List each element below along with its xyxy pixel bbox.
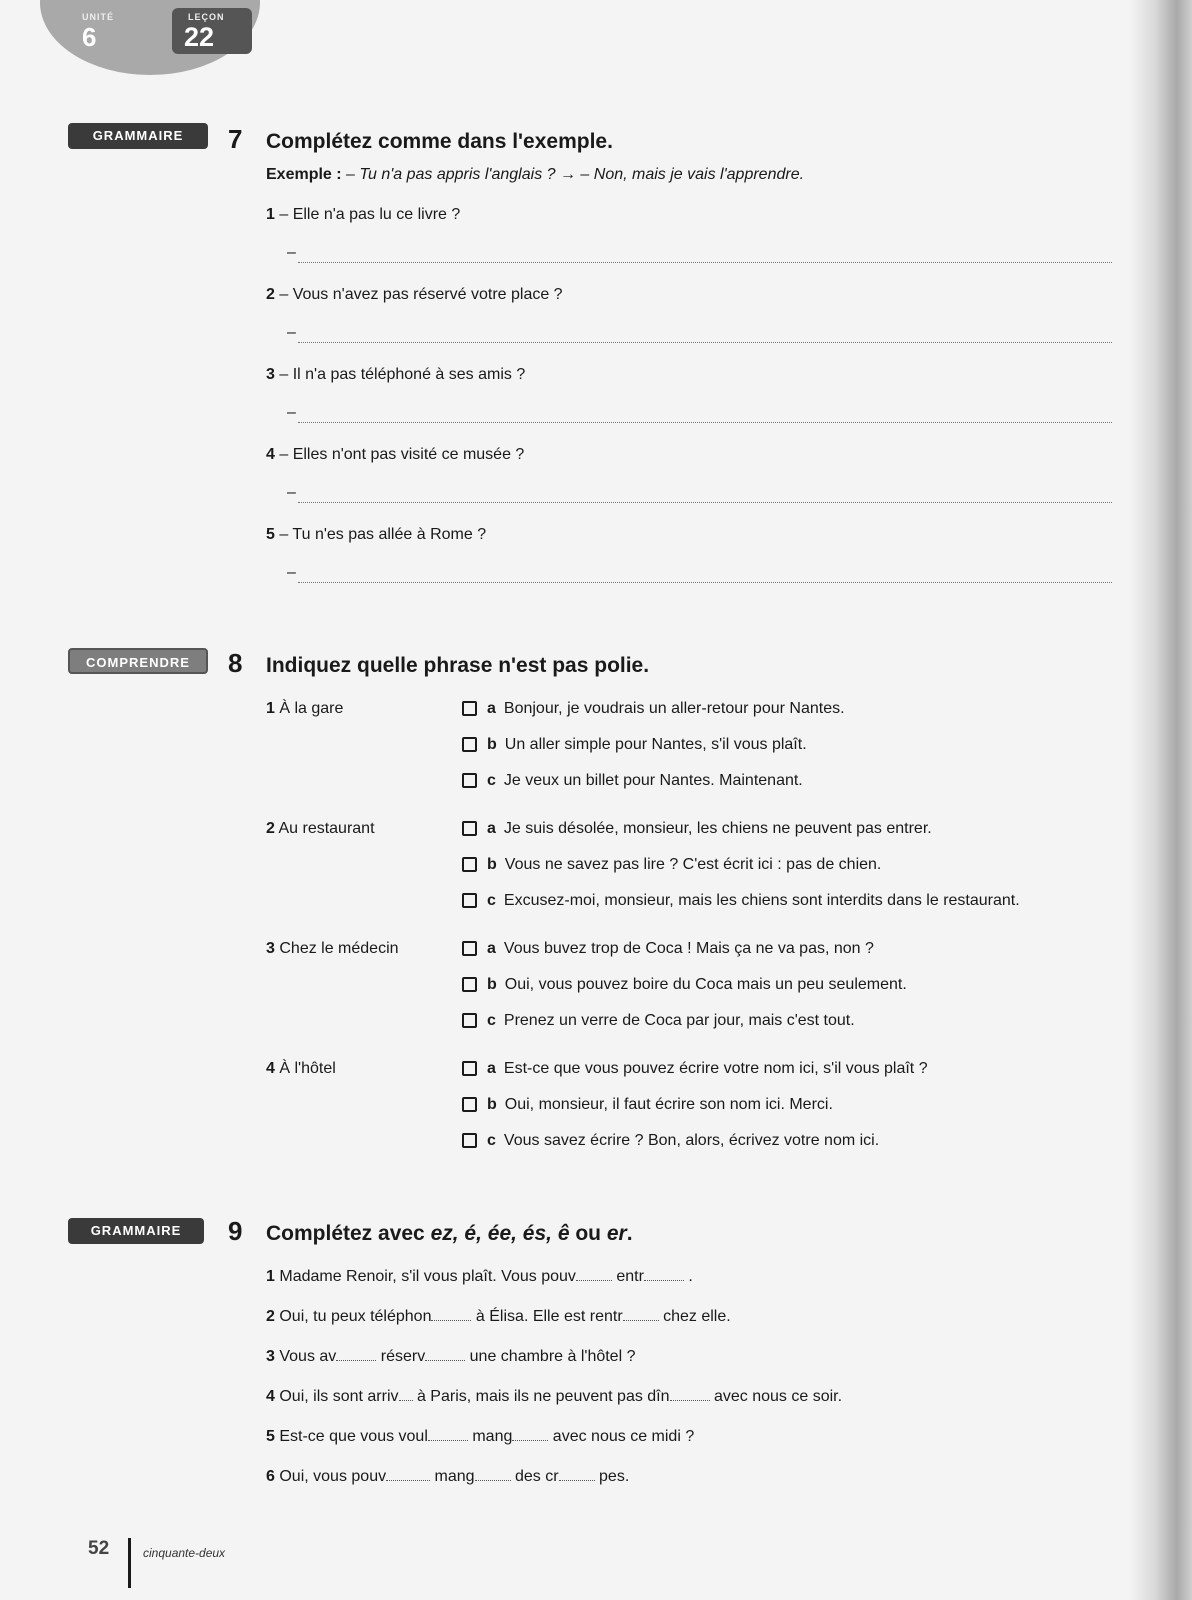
option-checkbox[interactable] xyxy=(462,701,477,716)
item-text-part: mang xyxy=(430,1468,475,1485)
fill-blank[interactable] xyxy=(576,1268,612,1281)
option-row[interactable] xyxy=(462,1096,833,1120)
fill-blank[interactable] xyxy=(644,1268,684,1281)
option-letter: a xyxy=(487,820,496,837)
item-text: – Tu n'es pas allée à Rome ? xyxy=(279,526,487,543)
option-checkbox[interactable] xyxy=(462,1013,477,1028)
exercise-7-item xyxy=(266,286,563,304)
question-place-text: Au restaurant xyxy=(278,820,375,837)
exercise-9-item xyxy=(266,1308,731,1326)
option-text: Je veux un billet pour Nantes. Maintenant. xyxy=(503,772,803,789)
option-letter: a xyxy=(487,1060,496,1077)
option-letter: b xyxy=(487,976,497,993)
item-number: 2 xyxy=(266,1308,275,1325)
option-checkbox[interactable] xyxy=(462,857,477,872)
fill-blank[interactable] xyxy=(512,1428,548,1441)
option-row[interactable] xyxy=(462,1012,855,1036)
option-letter: c xyxy=(487,772,496,789)
answer-line[interactable] xyxy=(298,502,1112,503)
option-text: Oui, monsieur, il faut écrire son nom ici. Merci. xyxy=(504,1096,833,1113)
option-checkbox[interactable] xyxy=(462,737,477,752)
item-text-part: avec nous ce midi ? xyxy=(548,1428,695,1445)
item-text-part: . xyxy=(683,1268,693,1285)
exercise-9-item xyxy=(266,1388,842,1406)
option-text: Prenez un verre de Coca par jour, mais c'est tout. xyxy=(503,1012,855,1029)
option-checkbox[interactable] xyxy=(462,821,477,836)
exercise-7-item xyxy=(266,366,525,384)
option-text: Bonjour, je voudrais un aller-retour pour Nantes. xyxy=(503,700,845,717)
item-text-part: Oui, vous pouv xyxy=(279,1468,387,1485)
fill-blank[interactable] xyxy=(559,1468,595,1481)
answer-dash: – xyxy=(287,244,296,261)
option-letter: a xyxy=(487,700,496,717)
option-letter: b xyxy=(487,1096,497,1113)
page-gutter-shadow xyxy=(1130,0,1192,1600)
exercise-7-item xyxy=(266,446,524,464)
option-row[interactable] xyxy=(462,856,881,880)
fill-blank[interactable] xyxy=(386,1468,430,1481)
option-letter: b xyxy=(487,856,497,873)
item-text-part: chez elle. xyxy=(658,1308,731,1325)
item-text-part: Oui, ils sont arriv xyxy=(279,1388,399,1405)
answer-line[interactable] xyxy=(298,342,1112,343)
option-row[interactable] xyxy=(462,772,803,796)
question-number: 4 xyxy=(266,1060,275,1077)
option-checkbox[interactable] xyxy=(462,977,477,992)
fill-blank[interactable] xyxy=(425,1348,465,1361)
fill-blank[interactable] xyxy=(336,1348,376,1361)
item-text-part: Oui, tu peux téléphon xyxy=(279,1308,432,1325)
option-row[interactable] xyxy=(462,700,845,724)
answer-dash: – xyxy=(287,484,296,501)
option-letter: c xyxy=(487,1012,496,1029)
exercise-7-item xyxy=(266,526,486,544)
example-text: – Tu n'a pas appris l'anglais ? → – Non, mais je vais l'apprendre. xyxy=(341,166,805,183)
option-row[interactable] xyxy=(462,1132,879,1156)
lesson-label: LEÇON xyxy=(188,12,225,22)
exercise-9-title-dot: . xyxy=(626,1222,633,1245)
lesson-number: 22 xyxy=(184,22,215,52)
exercise-7-item xyxy=(266,206,460,224)
item-text-part: une chambre à l'hôtel ? xyxy=(465,1348,636,1365)
exercise-9-item xyxy=(266,1468,629,1486)
exercise-9-title-mid: ou xyxy=(569,1222,607,1245)
item-text-part: des cr xyxy=(510,1468,559,1485)
option-text: Excusez-moi, monsieur, mais les chiens sont interdits dans le restaurant. xyxy=(503,892,1020,909)
question-number: 2 xyxy=(266,820,275,837)
section-tag-grammaire: GRAMMAIRE xyxy=(68,123,208,149)
item-text-part: à Paris, mais ils ne peuvent pas dîn xyxy=(412,1388,670,1405)
option-checkbox[interactable] xyxy=(462,941,477,956)
exercise-9-item xyxy=(266,1348,635,1366)
fill-blank[interactable] xyxy=(475,1468,511,1481)
option-checkbox[interactable] xyxy=(462,1133,477,1148)
question-place-text: À la gare xyxy=(279,700,344,717)
item-number: 1 xyxy=(266,206,275,223)
item-number: 3 xyxy=(266,366,275,383)
question-place-text: À l'hôtel xyxy=(279,1060,336,1077)
section-tag-comprendre: COMPRENDRE xyxy=(68,648,208,674)
option-checkbox[interactable] xyxy=(462,893,477,908)
item-text-part: entr xyxy=(611,1268,644,1285)
option-text: Vous savez écrire ? Bon, alors, écrivez votre nom ici. xyxy=(503,1132,880,1149)
option-text: Un aller simple pour Nantes, s'il vous plaît. xyxy=(504,736,807,753)
answer-dash: – xyxy=(287,404,296,421)
example-line xyxy=(266,166,804,184)
example-label: Exemple : xyxy=(266,166,342,183)
answer-line[interactable] xyxy=(298,582,1112,583)
option-letter: a xyxy=(487,940,496,957)
unit-number: 6 xyxy=(82,22,97,52)
exercise-7-title: Complétez comme dans l'exemple. xyxy=(266,130,613,153)
exercise-8-title: Indiquez quelle phrase n'est pas polie. xyxy=(266,654,650,677)
exercise-8-number: 8 xyxy=(228,648,243,678)
item-text: – Vous n'avez pas réservé votre place ? xyxy=(279,286,563,303)
item-text-part: Vous av xyxy=(279,1348,337,1365)
item-text-part: pes. xyxy=(594,1468,630,1485)
option-row[interactable] xyxy=(462,940,874,964)
item-text-part: Madame Renoir, s'il vous plaît. Vous pouv xyxy=(279,1268,576,1285)
option-row[interactable] xyxy=(462,736,807,760)
answer-dash: – xyxy=(287,324,296,341)
item-number: 4 xyxy=(266,1388,275,1405)
exercise-7-number: 7 xyxy=(228,124,243,154)
option-checkbox[interactable] xyxy=(462,1061,477,1076)
question-place xyxy=(266,1060,336,1078)
option-text: Vous ne savez pas lire ? C'est écrit ici : pas de chien. xyxy=(504,856,882,873)
option-text: Vous buvez trop de Coca ! Mais ça ne va pas, non ? xyxy=(503,940,874,957)
answer-line[interactable] xyxy=(298,422,1112,423)
footer-divider xyxy=(128,1538,131,1588)
section-tag-grammaire-2: GRAMMAIRE xyxy=(68,1218,204,1244)
item-number: 2 xyxy=(266,286,275,303)
option-letter: c xyxy=(487,892,496,909)
page-number-words: cinquante-deux xyxy=(143,1546,226,1560)
answer-line[interactable] xyxy=(298,262,1112,263)
exercise-9-title xyxy=(266,1222,633,1246)
exercise-9-title-endings: ez, é, ée, és, ê xyxy=(430,1222,570,1245)
exercise-9-title-pre: Complétez avec xyxy=(266,1222,431,1245)
item-text-part: réserv xyxy=(376,1348,426,1365)
option-text: Je suis désolée, monsieur, les chiens ne peuvent pas entrer. xyxy=(503,820,932,837)
question-number: 3 xyxy=(266,940,275,957)
item-text: – Elle n'a pas lu ce livre ? xyxy=(279,206,461,223)
item-number: 5 xyxy=(266,526,275,543)
option-checkbox[interactable] xyxy=(462,773,477,788)
option-row[interactable] xyxy=(462,1060,928,1084)
question-place-text: Chez le médecin xyxy=(279,940,399,957)
question-place xyxy=(266,940,399,958)
item-number: 1 xyxy=(266,1268,275,1285)
item-number: 6 xyxy=(266,1468,275,1485)
fill-blank[interactable] xyxy=(670,1388,710,1401)
fill-blank[interactable] xyxy=(428,1428,468,1441)
item-number: 5 xyxy=(266,1428,275,1445)
fill-blank[interactable] xyxy=(431,1308,471,1321)
option-text: Est-ce que vous pouvez écrire votre nom ici, s'il vous plaît ? xyxy=(503,1060,928,1077)
item-text-part: avec nous ce soir. xyxy=(709,1388,843,1405)
item-text-part: à Élisa. Elle est rentr xyxy=(471,1308,623,1325)
question-place xyxy=(266,700,343,718)
item-text: – Elles n'ont pas visité ce musée ? xyxy=(279,446,525,463)
option-text: Oui, vous pouvez boire du Coca mais un peu seulement. xyxy=(504,976,907,993)
option-checkbox[interactable] xyxy=(462,1097,477,1112)
option-row[interactable] xyxy=(462,820,932,844)
question-place xyxy=(266,820,375,838)
option-letter: b xyxy=(487,736,497,753)
item-text-part: mang xyxy=(467,1428,513,1445)
option-letter: c xyxy=(487,1132,496,1149)
question-number: 1 xyxy=(266,700,275,717)
item-text-part: Est-ce que vous voul xyxy=(279,1428,428,1445)
exercise-9-number: 9 xyxy=(228,1216,243,1246)
unit-label: UNITÉ xyxy=(82,12,114,22)
item-number: 4 xyxy=(266,446,275,463)
answer-dash: – xyxy=(287,564,296,581)
exercise-9-title-last: er xyxy=(606,1222,627,1245)
page-number: 52 xyxy=(88,1538,110,1559)
exercise-9-item xyxy=(266,1268,693,1286)
option-row[interactable] xyxy=(462,976,907,1000)
option-row[interactable] xyxy=(462,892,1020,916)
fill-blank[interactable] xyxy=(399,1388,413,1401)
item-text: – Il n'a pas téléphoné à ses amis ? xyxy=(279,366,526,383)
fill-blank[interactable] xyxy=(623,1308,659,1321)
item-number: 3 xyxy=(266,1348,275,1365)
exercise-9-item xyxy=(266,1428,694,1446)
